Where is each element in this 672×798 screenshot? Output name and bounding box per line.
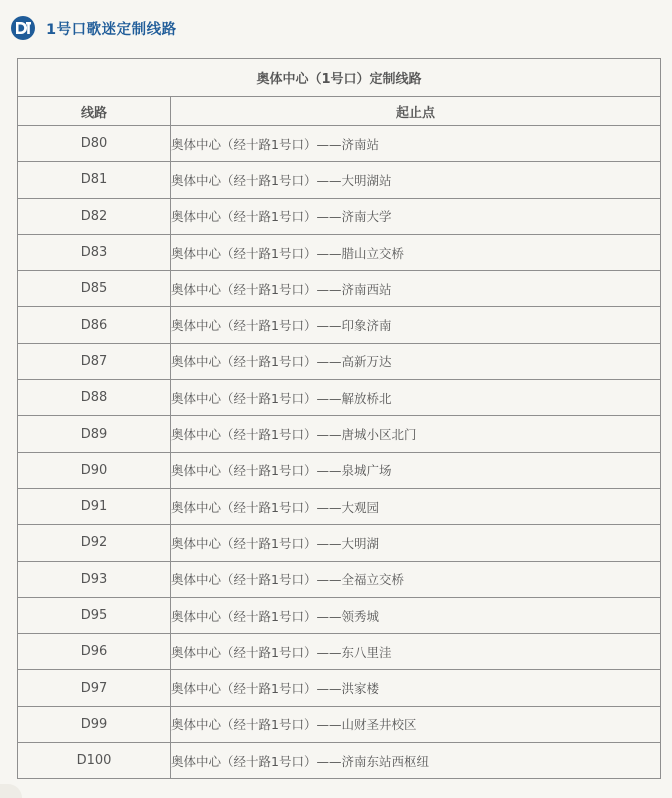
table-row: [18, 452, 661, 488]
column-header-line: 线路: [18, 97, 171, 126]
route-line-code: D92: [18, 525, 171, 561]
page-corner-decoration: [0, 784, 22, 798]
route-line-code: D97: [18, 670, 171, 706]
table-body: [18, 126, 661, 779]
route-endpoints: 奥体中心（经十路1号口）——大观园: [171, 488, 661, 524]
route-endpoints: 奥体中心（经十路1号口）——济南站: [171, 126, 661, 162]
table-row: [18, 561, 661, 597]
route-line-code: D100: [18, 743, 171, 779]
table-row: [18, 380, 661, 416]
route-line-code: D85: [18, 271, 171, 307]
route-endpoints: 奥体中心（经十路1号口）——领秀城: [171, 597, 661, 633]
route-line-code: D99: [18, 706, 171, 742]
route-table: [17, 58, 661, 779]
route-endpoints: 奥体中心（经十路1号口）——泉城广场: [171, 452, 661, 488]
route-endpoints: 奥体中心（经十路1号口）——大明湖: [171, 525, 661, 561]
route-endpoints: 奥体中心（经十路1号口）——唐城小区北门: [171, 416, 661, 452]
route-endpoints: 奥体中心（经十路1号口）——腊山立交桥: [171, 234, 661, 270]
table-row: [18, 670, 661, 706]
route-endpoints: 奥体中心（经十路1号口）——印象济南: [171, 307, 661, 343]
route-line-code: D88: [18, 380, 171, 416]
route-endpoints: 奥体中心（经十路1号口）——济南大学: [171, 198, 661, 234]
route-line-code: D90: [18, 452, 171, 488]
route-endpoints: 奥体中心（经十路1号口）——东八里洼: [171, 634, 661, 670]
route-line-code: D81: [18, 162, 171, 198]
route-endpoints: 奥体中心（经十路1号口）——大明湖站: [171, 162, 661, 198]
table-row: [18, 706, 661, 742]
route-endpoints: 奥体中心（经十路1号口）——济南东站西枢纽: [171, 743, 661, 779]
table-caption-row: [18, 59, 661, 97]
bus-line-logo-icon: [10, 15, 36, 41]
table-row: [18, 307, 661, 343]
route-endpoints: 奥体中心（经十路1号口）——山财圣井校区: [171, 706, 661, 742]
route-endpoints: 奥体中心（经十路1号口）——高新万达: [171, 343, 661, 379]
route-line-code: D83: [18, 234, 171, 270]
table-row: [18, 343, 661, 379]
route-endpoints: 奥体中心（经十路1号口）——解放桥北: [171, 380, 661, 416]
page-title: 1号口歌迷定制线路: [46, 21, 177, 38]
table-row: [18, 162, 661, 198]
route-line-code: D82: [18, 198, 171, 234]
route-endpoints: 奥体中心（经十路1号口）——全福立交桥: [171, 561, 661, 597]
route-endpoints: 奥体中心（经十路1号口）——济南西站: [171, 271, 661, 307]
table-row: [18, 416, 661, 452]
route-line-code: D80: [18, 126, 171, 162]
table-row: [18, 743, 661, 779]
table-row: [18, 198, 661, 234]
section-header: [10, 14, 177, 42]
column-header-stops: 起止点: [171, 97, 661, 126]
route-line-code: D89: [18, 416, 171, 452]
route-line-code: D87: [18, 343, 171, 379]
route-line-code: D95: [18, 597, 171, 633]
table-row: [18, 126, 661, 162]
route-line-code: D96: [18, 634, 171, 670]
route-line-code: D86: [18, 307, 171, 343]
table-row: [18, 488, 661, 524]
route-endpoints: 奥体中心（经十路1号口）——洪家楼: [171, 670, 661, 706]
table-row: [18, 525, 661, 561]
route-line-code: D93: [18, 561, 171, 597]
table-row: [18, 234, 661, 270]
route-line-code: D91: [18, 488, 171, 524]
table-header-row: [18, 97, 661, 126]
table-row: [18, 597, 661, 633]
table-caption: 奥体中心（1号口）定制线路: [18, 59, 661, 97]
table-row: [18, 634, 661, 670]
table-row: [18, 271, 661, 307]
